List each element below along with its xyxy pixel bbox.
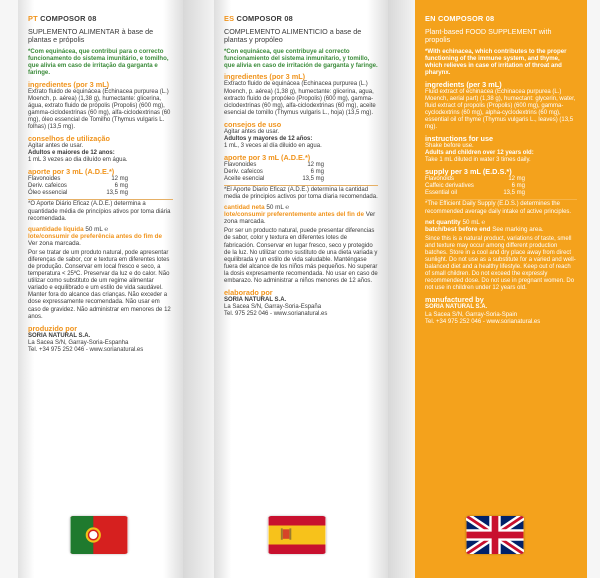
label-panel-en	[415, 0, 587, 578]
table-row	[425, 176, 525, 183]
usage-dose: 1 mL 3 vezes ao dia diluído em água.	[28, 157, 128, 164]
supply-title: supply per 3 mL (E.D.S.*)	[425, 167, 512, 177]
table-cell: Essential oil	[425, 190, 458, 197]
product-name: COMPOSOR 08	[40, 14, 97, 23]
table-cell: 12 mg	[307, 162, 324, 169]
usage-dose: 1 mL, 3 veces al día diluido en agua.	[224, 143, 322, 150]
table-cell: 12 mg	[111, 176, 128, 183]
ingredients-title: ingredientes (por 3 mL)	[28, 79, 110, 89]
producer-title: elaborado por	[224, 288, 273, 298]
table-cell: 6 mg	[114, 183, 128, 190]
usage-audience: Adultos e maiores de 12 anos:	[28, 150, 115, 157]
producer-contact: Tel. 975 252 046 - www.sorianatural.es	[224, 311, 328, 318]
usage-title: consejos de uso	[224, 119, 282, 129]
warning-text: Por se tratar de um produto natural, pode apresentar diferenças de sabor, cor e textura em diferentes lotes de produção. Conservar em local fresco e seco, a temperatura < 25ºC. Preservar da luz e do calor. Não utilizar como substituto de um regime alimentar variado e equilibrado e um estilo de vida saudável. Manter fora do alcance das crianças. Não exceder a dose expressamente recomendada. Não usar em caso de gravidez. Não administrar em menores de 12 anos.	[28, 249, 171, 320]
ade-note: *El Aporte Diario Eficaz (A.D.E.) determina la cantidad media de principios activos por toma diaria recomendada.	[224, 187, 378, 201]
table-cell: Aceite esencial	[224, 176, 265, 183]
ingredients-title: ingredients (per 3 mL)	[425, 79, 502, 89]
health-claim: *Com equinácea, que contribui para o correcto funcionamento do sistema imunitário, e tomilho, que alivia em caso de irritação da garganta e faringe.	[28, 47, 169, 77]
ingredients-text: Extrato fluido de equinácea (Echinacea purpurea (L.) Moench, p. aérea) (1,38 g), humectante: glicerina, água, extrato fluido de própolis (Propolis) (600 mg), gamma-ciclodextrinas (60 mg), alfa-ciclodextrinas (60 mg), óleo essencial de Tomilho (Thymus vulgaris L. folhas) (13,5 mg).	[28, 88, 171, 131]
usage-dose: Take 1 mL diluted in water 3 times daily.	[425, 157, 531, 164]
table-row	[28, 176, 128, 183]
producer-address: La Sacea S/N, Garray-Soria-Spain	[425, 311, 518, 318]
net-quantity-value: 50 mL ℮	[462, 218, 486, 226]
net-quantity-label: cantidad neta	[224, 204, 265, 212]
table-cell: Flavonoids	[425, 176, 455, 183]
table-row	[224, 176, 324, 183]
health-claim: *Con equinácea, que contribuye al correcto funcionamiento del sistema inmunitario, y tomillo, que alivia en caso de irritación de garganta y faringe.	[224, 47, 378, 70]
usage-text: Agitar antes de usar.	[28, 143, 84, 150]
net-quantity	[28, 226, 173, 233]
label-panel-pt	[18, 0, 183, 578]
table-cell: 13,5 mg	[503, 190, 525, 197]
producer-name: SORIA NATURAL S.A.	[224, 297, 287, 304]
producer-contact: Tel. +34 975 252 046 - www.sorianatural.es	[425, 318, 541, 325]
usage-audience: Adults and children over 12 years old:	[425, 150, 534, 157]
usage-title: conselhos de utilização	[28, 134, 110, 144]
table-cell: 13,5 mg	[302, 176, 324, 183]
lot-value: Ver zona marcada.	[224, 211, 376, 226]
warning-text: Since this is a natural product, variations of taste, smell and texture may occur among different production batches. Store in a cool and dry place away from direct sunlight. Do not use as a substitute for a varied and well-balanced diet and a healthy lifestyle. Keep out of reach of small children. Do not exceed the expressly recommended dose. Do not use in pregnant women. Do not use in children under 12 years old.	[425, 235, 576, 292]
eds-note: *The Efficient Daily Supply (E.D.S.) determines the recommended average daily intake of active principles.	[425, 201, 572, 215]
product-subtitle: COMPLEMENTO ALIMENTICIO a base de plantas y propóleo	[224, 27, 362, 45]
table-cell: 12 mg	[508, 176, 525, 183]
net-quantity-label: net quantity	[425, 218, 461, 226]
ingredients-text: Fluid extract of echinacea (Echinacea purpurea (L.) Moench, aerial part) (1,38 g), humectant: glycerin, water, fluid extract of propolis (Propolis) (600 mg), gamma-cyclodextrins (60 mg), alpha-cyclodextrins (60 mg), essential oil of thyme (Thymus vulgaris L., leaves) (13,5 mg).	[425, 88, 576, 131]
lot-value: See marking area.	[492, 225, 544, 233]
usage-audience: Adultos y mayores de 12 años:	[224, 135, 313, 142]
panel-title	[28, 14, 173, 23]
panel-title	[425, 14, 577, 23]
table-cell: Deriv. cafeicos	[224, 169, 263, 176]
table-row	[224, 162, 324, 169]
table-cell: Flavonoides	[224, 162, 257, 169]
table-row	[425, 183, 525, 190]
table-cell: Óleo essencial	[28, 190, 68, 197]
table-row	[224, 169, 324, 176]
net-quantity-label: quantidade líquida	[28, 225, 84, 233]
supply-table	[28, 176, 128, 197]
table-cell: Flavonoides	[28, 176, 61, 183]
table-cell: Deriv. cafeicos	[28, 183, 67, 190]
ingredients-text: Extracto fluido de equinácea (Echinacea purpurea (L.) Moench, p. aérea) (1,38 g), humectante: glicerina, agua, extracto fluido de propóleo (Propolis) (600 mg), gamma-ciclodextrinas (60 mg), alfa-ciclodextrinas (60 mg), aceite esencial de tomillo (Thymus vulgaris L., hoja) (13,5 mg).	[224, 81, 376, 116]
lot-label: lote/consumir preferentemente antes del fin de	[224, 211, 364, 219]
lot-label: batch/best before end	[425, 225, 491, 233]
supply-table	[224, 162, 324, 183]
portugal-flag-icon	[70, 516, 128, 554]
table-cell: Caffeic derivatives	[425, 183, 474, 190]
uk-flag-icon	[466, 516, 524, 554]
table-cell: 6 mg	[310, 169, 324, 176]
health-claim: *With echinacea, which contributes to the proper functioning of the immune system, and thyme, which relieves in case of irritation of throat and pharynx.	[425, 47, 567, 77]
panel-title	[224, 14, 378, 23]
producer-name: SORIA NATURAL S.A.	[28, 332, 91, 339]
product-subtitle: Plant-based FOOD SUPPLEMENT with propolis	[425, 27, 552, 45]
product-name: COMPOSOR 08	[236, 14, 293, 23]
table-row	[425, 190, 525, 197]
table-row	[28, 190, 128, 197]
net-quantity	[425, 219, 577, 226]
lot-info	[425, 226, 577, 233]
product-subtitle: SUPLEMENTO ALIMENTAR à base de plantas e própolis	[28, 27, 154, 45]
net-quantity-value: 50 mL ℮	[266, 204, 290, 212]
producer-title: manufactured by	[425, 295, 484, 305]
lot-value: Ver zona marcada.	[28, 239, 81, 247]
language-code: EN	[425, 14, 436, 23]
usage-text: Shake before use.	[425, 143, 474, 150]
label-panel-es	[214, 0, 388, 578]
language-code: ES	[224, 14, 235, 23]
producer-name: SORIA NATURAL S.A.	[425, 304, 488, 311]
usage-text: Agitar antes de usar.	[224, 128, 280, 135]
supply-title: aporte por 3 mL (A.D.E.*)	[28, 167, 115, 177]
spain-flag-icon	[268, 516, 326, 554]
warning-text: Por ser un producto natural, puede presentar diferencias de sabor, color y textura en diferentes lotes de fabricación. Conservar en lugar fresco, seco y protegido de la luz. No utilizar como sustituto de una dieta variada y equilibrada y un estilo de vida saludable. Manténgase fuera del alcance de los niños más pequeños. No superar la dosis expresamente recomendada. No usar en caso de embarazo. No administrar a niños menores de 12 años.	[224, 228, 378, 285]
product-name: COMPOSOR 08	[437, 14, 495, 23]
supply-table	[425, 176, 525, 197]
ingredients-title: ingredientes (por 3 mL)	[224, 72, 306, 82]
ade-note: *O Aporte Diário Eficaz (A.D.E.) determina a quantidade média de princípios ativos por toma diária recomendada.	[28, 201, 171, 222]
net-quantity-value: 50 mL ℮	[85, 225, 109, 233]
net-quantity	[224, 204, 378, 211]
producer-title: produzido por	[28, 323, 78, 333]
producer-address: La Sacea S/N, Garray-Soria-Espanha	[28, 339, 129, 346]
supply-title: aporte por 3 mL (A.D.E.*)	[224, 153, 311, 163]
lot-info	[224, 211, 378, 225]
lot-label: lote/consumir de preferência antes do fim de	[28, 232, 163, 240]
producer-contact: Tel. +34 975 252 046 - www.sorianatural.es	[28, 346, 144, 353]
table-cell: 13,5 mg	[106, 190, 128, 197]
language-code: PT	[28, 14, 38, 23]
lot-info	[28, 233, 173, 247]
table-cell: 6 mg	[511, 183, 525, 190]
usage-title: instructions for use	[425, 134, 494, 144]
producer-address: La Sacea S/N, Garray-Soria-España	[224, 304, 322, 311]
